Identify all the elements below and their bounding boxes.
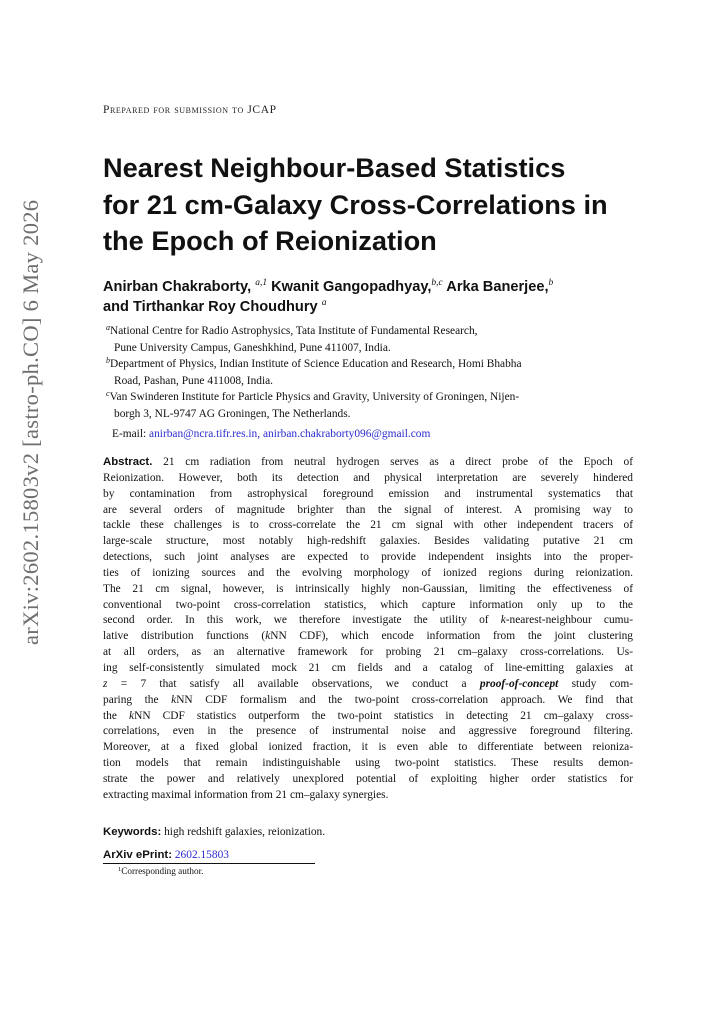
- paper-title: [103, 150, 663, 260]
- author-name: Tirthankar Roy Choudhury: [133, 298, 318, 315]
- abstract-line: paring the kNN CDF formalism and the two-point cross-correlation approach. We find that: [103, 693, 633, 706]
- affiliation-text: National Centre for Radio Astrophysics, Tata Institute of Fundamental Research,: [110, 325, 478, 337]
- author-affil-mark: a,1: [255, 278, 268, 288]
- author-and: and: [103, 298, 129, 315]
- affiliation-text: borgh 3, NL-9747 AG Groningen, The Netherlands.: [114, 407, 351, 420]
- keywords-label: Keywords:: [103, 826, 162, 838]
- email-link[interactable]: anirban@ncra.tifr.res.in, anirban.chakraborty096@gmail.com: [149, 427, 431, 440]
- footnote-rule: [103, 863, 315, 864]
- arxiv-eprint-link[interactable]: 2602.15803: [174, 849, 229, 861]
- author-affil-mark: b: [548, 278, 554, 288]
- footnote: [118, 866, 203, 876]
- abstract-line: lative distribution functions (kNN CDF), which encode information from the joint clustering: [103, 630, 633, 643]
- emphasis-proof-of-concept: proof-of-concept: [479, 677, 559, 690]
- abstract-line: strate the power and relatively unexplored potential of exploiting higher order statistics for: [103, 772, 633, 785]
- abstract-label: Abstract.: [103, 456, 153, 468]
- email-label: E-mail:: [112, 427, 147, 440]
- abstract-line: Moreover, at a fixed global ionized fraction, it is even able to differentiate between reioniza-: [103, 741, 633, 754]
- affiliation-text: Pune University Campus, Ganeshkhind, Pune 411007, India.: [114, 341, 391, 354]
- author-line: [103, 278, 643, 298]
- abstract-line: Reionization. However, both its detection and physical interpretation are severely hindered: [103, 471, 633, 484]
- keywords-text: high redshift galaxies, reionization.: [164, 826, 326, 838]
- abstract-line: the kNN CDF statistics outperform the two-point statistics in detecting 21 cm–galaxy cross-: [103, 709, 633, 722]
- abstract-line: tackle these challenges is to cross-correlate the 21 cm signal with other independent tracers of: [103, 519, 633, 532]
- abstract-line: detections, such joint analyses are expected to provide independent insights into the proper-: [103, 551, 633, 564]
- author-name: Anirban Chakraborty,: [103, 279, 252, 295]
- affiliation-mark: c: [106, 389, 110, 399]
- affiliation: [106, 389, 636, 422]
- abstract-line: large-scale structure, most notably high-redshift galaxies. Besides validating putative 21 cm: [103, 535, 633, 548]
- keywords: [103, 826, 325, 838]
- title-line: Nearest Neighbour-Based Statistics: [103, 152, 566, 183]
- affiliation-text: Department of Physics, Indian Institute of Science Education and Research, Homi Bhabha: [110, 358, 522, 371]
- abstract-line: by contamination from astrophysical foreground emission and instrumental systematics that: [103, 487, 633, 500]
- author-affil-mark: b,c: [431, 278, 443, 288]
- abstract-line: The 21 cm signal, however, is intrinsically highly non-Gaussian, limiting the effectiveness of: [103, 582, 633, 595]
- abstract-line: correlations, even in the presence of instrumental noise and aggressive foreground filtering.: [103, 725, 633, 738]
- abstract: [103, 455, 633, 804]
- author-list: [103, 278, 643, 317]
- abstract-line: conventional two-point cross-correlation statistics, which capture information only up to the: [103, 598, 633, 611]
- affiliation-mark: a: [106, 323, 110, 332]
- arxiv-side-stamp: arXiv:2602.15803v2 [astro-ph.CO] 6 May 2026: [18, 199, 43, 645]
- footnote-text: Corresponding author.: [121, 866, 204, 876]
- abstract-line: ties of ionizing sources and the evolving morphology of ionized regions during reionization.: [103, 566, 633, 579]
- abstract-line: at all orders, as an alternative framework for probing 21 cm–galaxy cross-correlations. Us-: [103, 646, 633, 659]
- prepared-for-submission: Prepared for submission to JCAP: [103, 104, 277, 116]
- footnote-mark: 1: [118, 866, 122, 873]
- abstract-line: ing self-consistently simulated mock 21 cm fields and a catalog of line-emitting galaxies at: [103, 661, 633, 674]
- affiliation-mark: b: [106, 356, 110, 366]
- abstract-line: Abstract. 21 cm radiation from neutral hydrogen serves as a direct probe of the Epoch of: [103, 456, 633, 468]
- author-affil-mark: a: [321, 297, 327, 308]
- arxiv-eprint: [103, 849, 229, 861]
- author-name: Kwanit Gangopadhyay,: [271, 279, 432, 295]
- affiliation: [106, 356, 636, 389]
- title-line: the Epoch of Reionization: [103, 225, 437, 256]
- affiliation-text: Road, Pashan, Pune 411008, India.: [114, 374, 274, 387]
- affiliation-text: Van Swinderen Institute for Particle Physics and Gravity, University of Groningen, Nijen-: [109, 391, 520, 404]
- abstract-line: extracting maximal information from 21 cm–galaxy synergies.: [103, 788, 389, 801]
- abstract-line: second order. In this work, we therefore investigate the utility of k-nearest-neighbour cumu-: [103, 614, 633, 627]
- affiliations: [106, 323, 636, 442]
- email-line: [106, 426, 636, 443]
- author-line: [103, 298, 643, 318]
- affiliation: [106, 323, 636, 356]
- abstract-line: z = 7 that satisfy all available observations, we conduct a proof-of-concept study com-: [103, 677, 633, 690]
- abstract-line: tion models that remain indistinguishable using two-point statistics. These results demon-: [103, 757, 633, 770]
- abstract-line: are several orders of magnitude brighter than the signal of interest. A promising way to: [103, 503, 633, 516]
- arxiv-eprint-label: ArXiv ePrint:: [103, 849, 172, 861]
- title-line: for 21 cm-Galaxy Cross-Correlations in: [103, 188, 608, 220]
- author-name: Arka Banerjee,: [446, 279, 549, 295]
